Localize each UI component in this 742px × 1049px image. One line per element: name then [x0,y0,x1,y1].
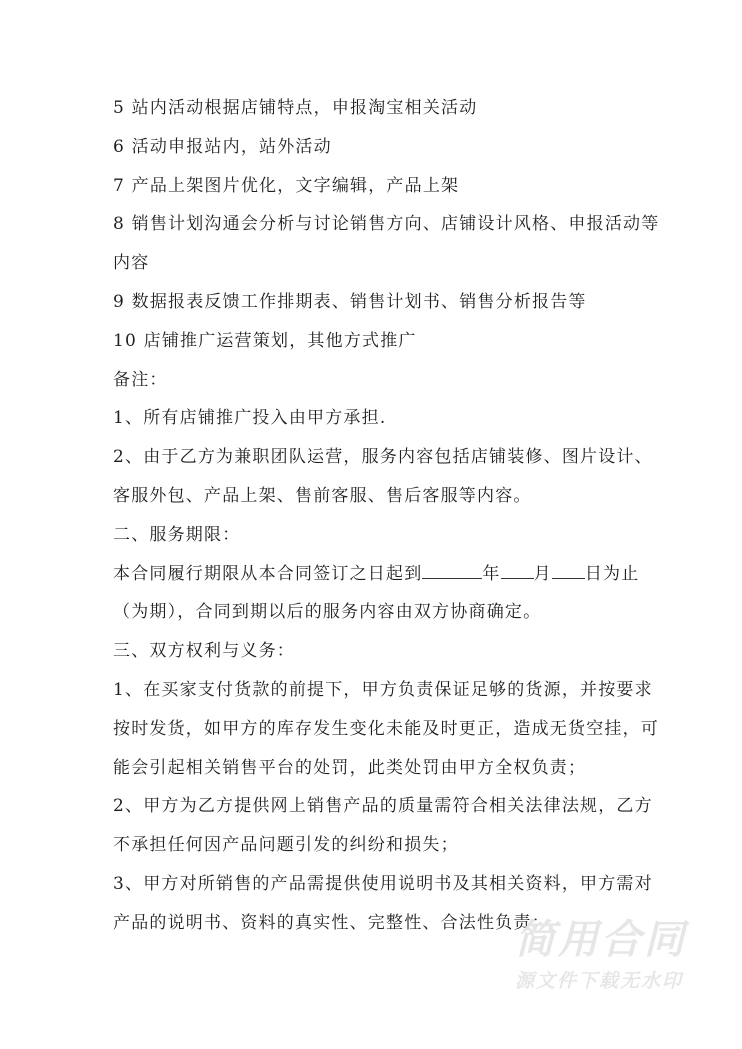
text-line: 2、甲方为乙方提供网上销售产品的质量需符合相关法律法规，乙方 [113,796,653,817]
text-line: 10 店铺推广运营策划，其他方式推广 [113,330,417,351]
text-line: 内容 [113,253,150,274]
text-line: 5 站内活动根据店铺特点，申报淘宝相关活动 [113,98,478,118]
text-line: 2、由于乙方为兼职团队运营，服务内容包括店铺装修、图片设计、 [113,447,653,468]
text-line: 9 数据报表反馈工作排期表、销售计划书、销售分析报告等 [113,291,587,312]
section-heading-rights-obligations: 三、双方权利与义务： [113,641,295,662]
remarks-heading: 备注： [113,369,168,390]
text-line: 不承担任何因产品问题引发的纠纷和损失； [113,835,459,856]
text-line: （为期），合同到期以后的服务内容由双方协商确定。 [113,602,542,623]
watermark-main: 简用合同 [515,917,687,963]
text-line: 1、在买家支付货款的前提下，甲方负责保证足够的货源，并按要求 [113,679,653,700]
text-line: 6 活动申报站内，站外活动 [113,136,332,157]
month-blank [501,560,534,579]
day-blank [552,560,585,579]
text-line: 能会引起相关销售平台的处罚，此类处罚由甲方全权负责； [113,757,587,778]
text-line: 1、所有店铺推广投入由甲方承担. [113,408,387,429]
term-line [113,560,640,599]
term-prefix: 本合同履行期限从本合同签订之日起到 [113,563,423,584]
term-suffix: 日为止 [584,563,640,584]
text-line: 产品的说明书、资料的真实性、完整性、合法性负责； [113,912,550,933]
section-heading-service-term: 二、服务期限： [113,524,241,545]
year-blank [422,560,482,579]
text-line: 按时发货，如甲方的库存发生变化未能及时更正，造成无货空挂，可 [113,718,659,739]
year-label: 年 [482,563,501,584]
text-line: 客服外包、产品上架、售前客服、售后客服等内容。 [113,485,532,506]
text-line: 3、甲方对所销售的产品需提供使用说明书及其相关资料，甲方需对 [113,873,653,894]
text-line: 7 产品上架图片优化，文字编辑，产品上架 [113,175,460,196]
text-line: 8 销售计划沟通会分析与讨论销售方向、店铺设计风格、申报活动等 [113,214,660,235]
month-label: 月 [533,563,552,584]
watermark-sub: 源文件下载无水印 [515,970,684,992]
